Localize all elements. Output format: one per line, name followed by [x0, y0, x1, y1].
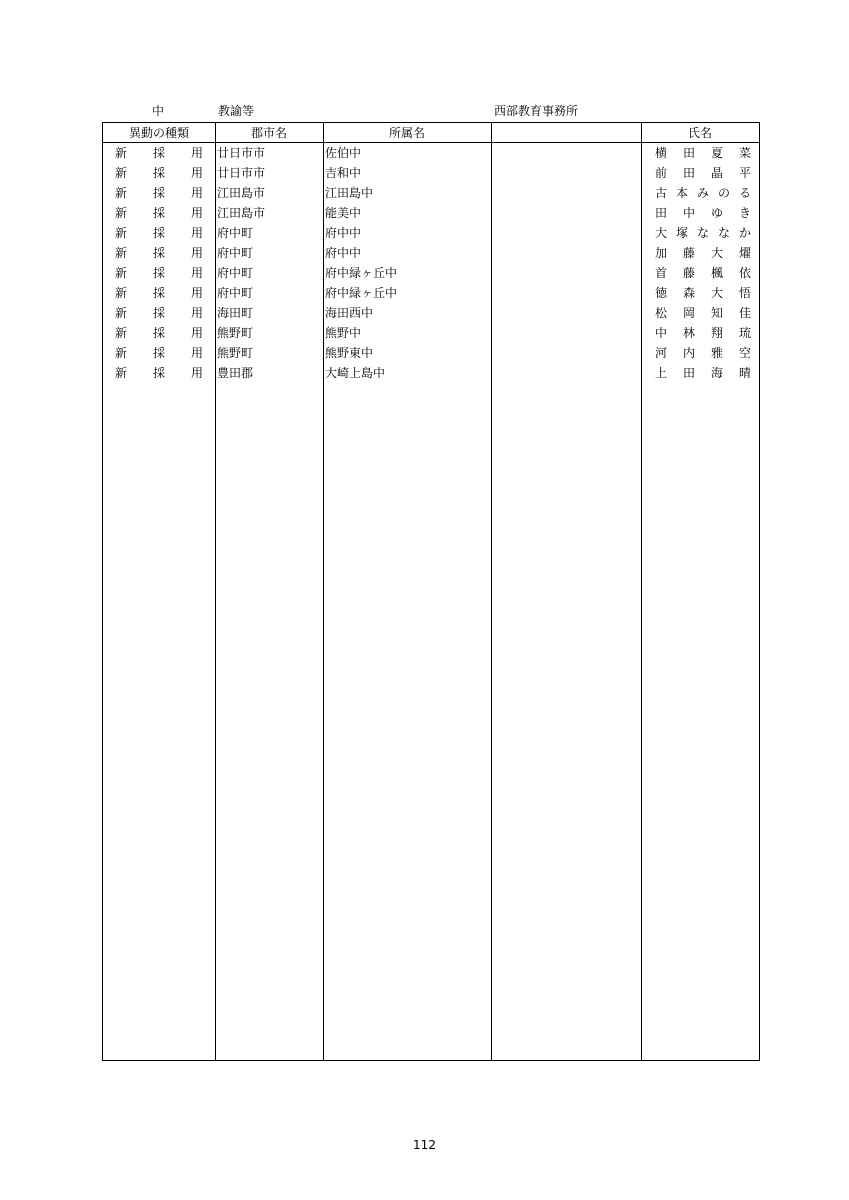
person-name-char: 海 [710, 366, 723, 380]
table-row [103, 363, 759, 383]
table-row [103, 343, 759, 363]
person-name-char: 依 [738, 266, 751, 280]
city-name: 江田島市 [217, 186, 266, 200]
change-type [115, 283, 203, 303]
person-name [655, 263, 751, 283]
person-name-char: 晶 [710, 166, 723, 180]
person-name-char: 本 [675, 186, 688, 200]
school-level-label: 中 [152, 104, 165, 118]
person-name-char: 晴 [738, 366, 751, 380]
person-name-char: 藤 [682, 246, 695, 260]
table-row [103, 203, 759, 223]
change-type-char: 用 [190, 146, 203, 160]
table-row [103, 243, 759, 263]
school-name: 江田島中 [325, 186, 374, 200]
school-name: 熊野東中 [325, 346, 374, 360]
change-type [115, 163, 203, 183]
table-row [103, 303, 759, 323]
change-type-char: 新 [115, 286, 128, 300]
change-type-char: 新 [115, 306, 128, 320]
school-name: 府中中 [325, 226, 362, 240]
city-name: 府中町 [217, 246, 254, 260]
change-type-char: 用 [190, 326, 203, 340]
person-name-char: 古 [655, 186, 668, 200]
change-type-char: 新 [115, 346, 128, 360]
change-type [115, 143, 203, 163]
person-name-char: 徳 [655, 286, 668, 300]
person-name-char: 大 [710, 286, 723, 300]
change-type [115, 263, 203, 283]
person-name [655, 203, 751, 223]
person-name-char: 加 [655, 246, 668, 260]
person-name-char: 翔 [710, 326, 723, 340]
change-type-char: 採 [152, 306, 165, 320]
person-name-char: 中 [655, 326, 668, 340]
column-header-name: 氏名 [687, 126, 712, 140]
person-name-char: 菜 [738, 146, 751, 160]
city-name: 海田町 [217, 306, 254, 320]
city-name: 廿日市市 [217, 166, 266, 180]
change-type [115, 223, 203, 243]
person-name-char: 藤 [682, 266, 695, 280]
change-type [115, 363, 203, 383]
person-name-char: る [738, 186, 751, 200]
table-row [103, 283, 759, 303]
school-name: 府中緑ヶ丘中 [325, 286, 398, 300]
change-type-char: 新 [115, 326, 128, 340]
change-type-char: 採 [152, 266, 165, 280]
table-row [103, 163, 759, 183]
school-name: 府中緑ヶ丘中 [325, 266, 398, 280]
person-name-char: み [696, 186, 709, 200]
person-name-char: か [738, 226, 751, 240]
person-name-char: 塚 [675, 226, 688, 240]
city-name: 江田島市 [217, 206, 266, 220]
change-type-char: 採 [152, 186, 165, 200]
school-name: 能美中 [325, 206, 362, 220]
person-name-char: 田 [682, 366, 695, 380]
person-name-char: 楓 [710, 266, 723, 280]
change-type [115, 243, 203, 263]
city-name: 熊野町 [217, 346, 254, 360]
person-name-char: 琉 [738, 326, 751, 340]
person-name-char: 夏 [710, 146, 723, 160]
person-name [655, 303, 751, 323]
change-type-char: 新 [115, 166, 128, 180]
change-type [115, 323, 203, 343]
person-name-char: 中 [682, 206, 695, 220]
person-name-char: 前 [655, 166, 668, 180]
table-row [103, 323, 759, 343]
person-name-char: 悟 [738, 286, 751, 300]
school-name: 大崎上島中 [325, 366, 386, 380]
person-name [655, 223, 751, 243]
page-number: 112 [413, 1138, 436, 1152]
change-type-char: 用 [190, 246, 203, 260]
change-type-char: 採 [152, 226, 165, 240]
person-name-char: 森 [682, 286, 695, 300]
change-type-char: 用 [190, 166, 203, 180]
person-name [655, 323, 751, 343]
person-name-char: 林 [682, 326, 695, 340]
school-name: 佐伯中 [325, 146, 362, 160]
person-name-char: 岡 [682, 306, 695, 320]
column-header-city: 郡市名 [250, 126, 287, 140]
change-type-char: 採 [152, 326, 165, 340]
column-header-type: 異動の種類 [128, 126, 189, 140]
person-name [655, 283, 751, 303]
change-type-char: 用 [190, 266, 203, 280]
person-name-char: な [696, 226, 709, 240]
change-type-char: 用 [190, 346, 203, 360]
table-row [103, 263, 759, 283]
change-type-char: 用 [190, 366, 203, 380]
change-type-char: 採 [152, 206, 165, 220]
city-name: 豊田郡 [217, 366, 254, 380]
person-name-char: 田 [682, 166, 695, 180]
change-type-char: 用 [190, 186, 203, 200]
school-name: 府中中 [325, 246, 362, 260]
person-name-char: 雅 [710, 346, 723, 360]
staff-category-label: 教諭等 [218, 104, 255, 118]
person-name [655, 243, 751, 263]
person-name-char: な [717, 226, 730, 240]
change-type-char: 採 [152, 366, 165, 380]
city-name: 熊野町 [217, 326, 254, 340]
column-header-school: 所属名 [388, 126, 425, 140]
office-label: 西部教育事務所 [494, 104, 579, 118]
person-name [655, 363, 751, 383]
change-type-char: 新 [115, 226, 128, 240]
person-name-char: ゆ [710, 206, 723, 220]
change-type [115, 303, 203, 323]
city-name: 府中町 [217, 226, 254, 240]
person-name [655, 143, 751, 163]
person-name-char: 内 [682, 346, 695, 360]
change-type-char: 新 [115, 266, 128, 280]
city-name: 府中町 [217, 286, 254, 300]
person-name [655, 343, 751, 363]
change-type-char: 採 [152, 346, 165, 360]
change-type-char: 採 [152, 286, 165, 300]
change-type-char: 新 [115, 366, 128, 380]
person-name-char: 首 [655, 266, 668, 280]
person-name-char: 田 [655, 206, 668, 220]
person-name-char: 空 [738, 346, 751, 360]
person-name-char: 田 [682, 146, 695, 160]
person-name-char: 横 [655, 146, 668, 160]
school-name: 熊野中 [325, 326, 362, 340]
school-name: 吉和中 [325, 166, 362, 180]
change-type-char: 新 [115, 246, 128, 260]
city-name: 府中町 [217, 266, 254, 280]
table-row [103, 143, 759, 163]
person-name-char: 上 [655, 366, 668, 380]
person-name-char: の [717, 186, 730, 200]
person-name-char: 知 [710, 306, 723, 320]
person-name-char: 平 [738, 166, 751, 180]
change-type-char: 新 [115, 146, 128, 160]
change-type-char: 用 [190, 306, 203, 320]
person-name-char: 河 [655, 346, 668, 360]
change-type [115, 203, 203, 223]
person-name-char: 燿 [738, 246, 751, 260]
person-name-char: 大 [655, 226, 668, 240]
person-name-char: き [738, 206, 751, 220]
change-type-char: 新 [115, 206, 128, 220]
table-row [103, 223, 759, 243]
change-type-char: 用 [190, 286, 203, 300]
table-row [103, 183, 759, 203]
change-type [115, 343, 203, 363]
person-name-char: 松 [655, 306, 668, 320]
city-name: 廿日市市 [217, 146, 266, 160]
school-name: 海田西中 [325, 306, 374, 320]
person-name [655, 183, 751, 203]
change-type-char: 新 [115, 186, 128, 200]
personnel-table [102, 122, 760, 1061]
change-type-char: 採 [152, 246, 165, 260]
change-type [115, 183, 203, 203]
person-name [655, 163, 751, 183]
person-name-char: 佳 [738, 306, 751, 320]
change-type-char: 採 [152, 166, 165, 180]
change-type-char: 採 [152, 146, 165, 160]
person-name-char: 大 [710, 246, 723, 260]
change-type-char: 用 [190, 226, 203, 240]
change-type-char: 用 [190, 206, 203, 220]
